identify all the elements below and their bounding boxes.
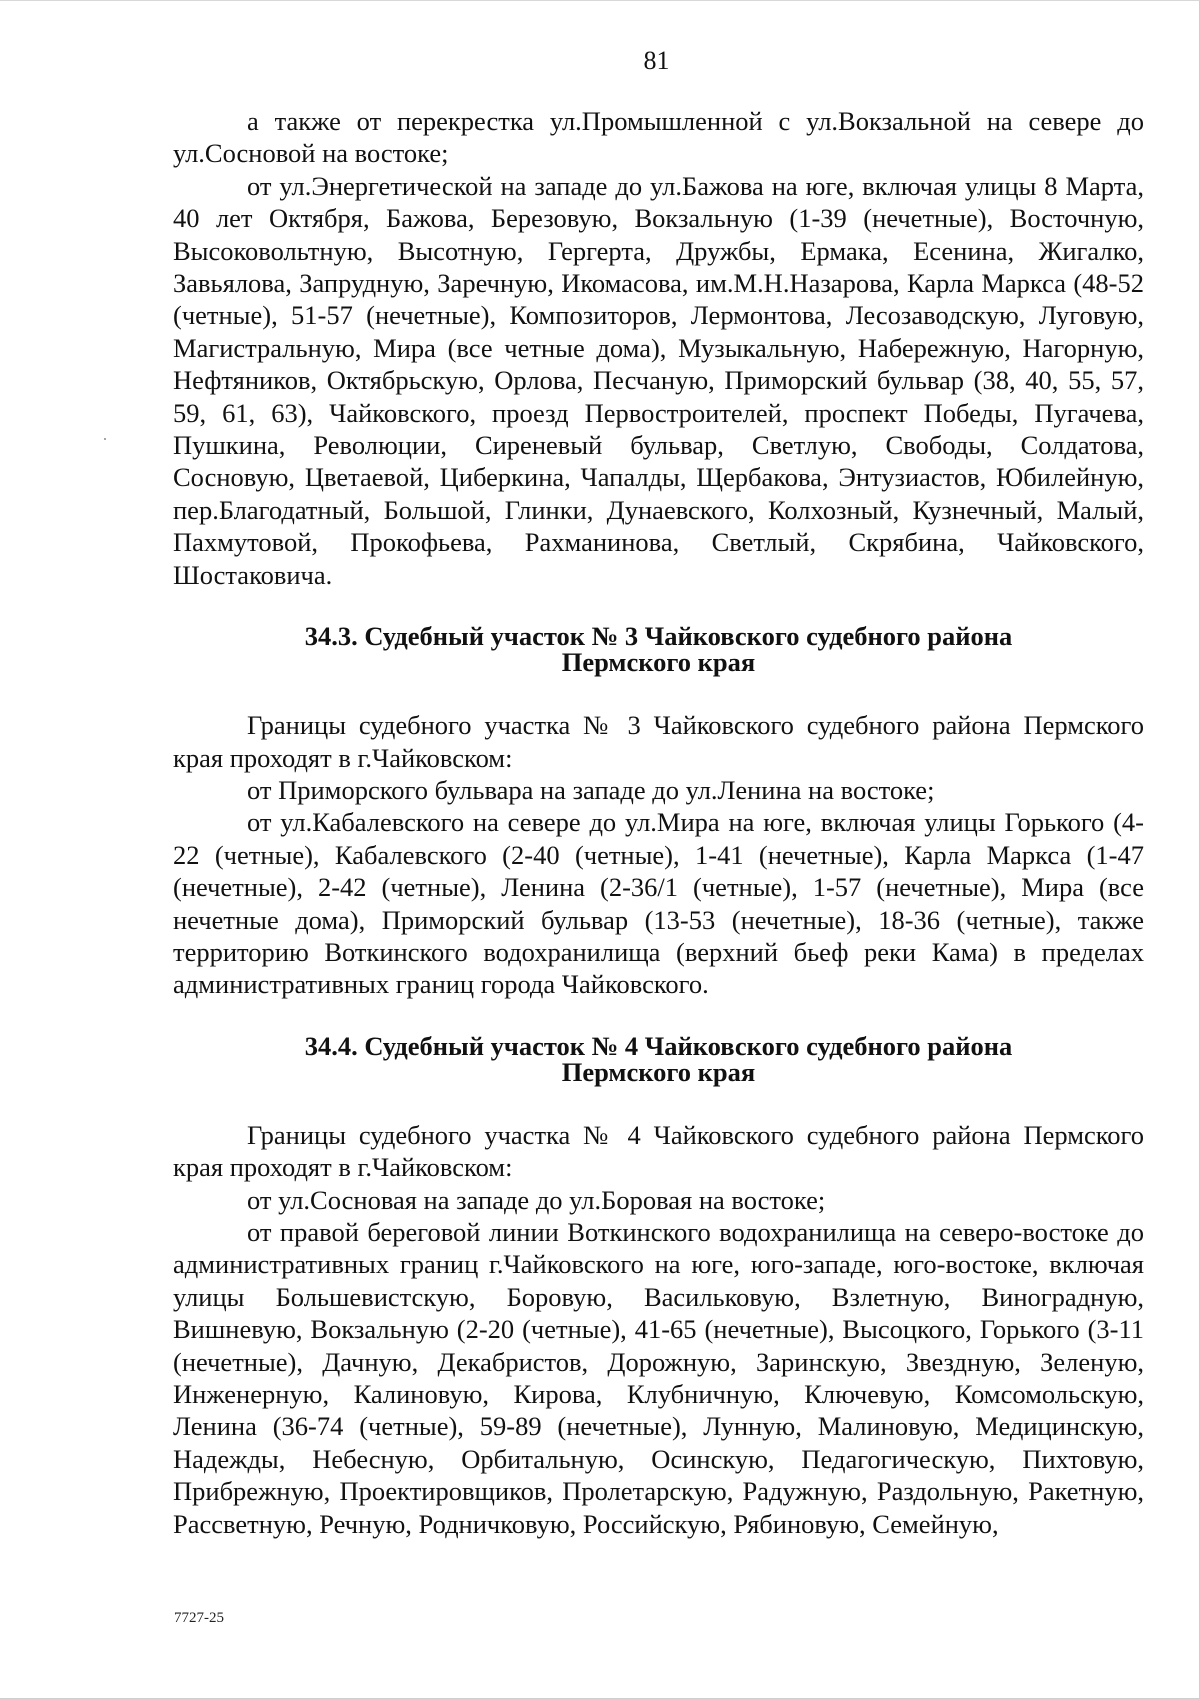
section-4-subtitle: Пермского края (561, 1056, 756, 1087)
document-code: 7727-25 (174, 1610, 224, 1626)
document-body (173, 105, 1144, 1540)
section-3-heading (173, 621, 1144, 678)
scan-speck (104, 438, 106, 440)
section-4-heading (173, 1030, 1144, 1087)
section-3-paragraph-2: от Приморского бульвара на западе до ул.Ленина на востоке; (247, 774, 935, 805)
section-4-paragraph-1: Границы судебного участка № 4 Чайковского судебного района Пермского края проходят в г.Чайковском: (173, 1119, 1144, 1183)
page-number: 81 (643, 46, 670, 75)
paragraph-intro-1: а также от перекрестка ул.Промышленной с ул.Вокзальной на севере до ул.Сосновой на востоке; (173, 106, 1144, 169)
section-4-paragraph-2: от ул.Сосновая на западе до ул.Боровая на востоке; (247, 1184, 826, 1215)
section-3-subtitle: Пермского края (561, 647, 756, 678)
section-4-paragraph-3: от правой береговой линии Воткинского водохранилища на северо-востоке до административных границ г.Чайковского на юге, юго-западе, юго-востоке, включая улицы Большевистскую, Боровую, Васильковую, Взлетную, Виноградную, Вишневую, Вокзальную (2-20 (четные), 41-65 (нечетные), Высоцкого, Горького (3-11 (нечетные), Дачную, Декабристов, Дорожную, Заринскую, Звездную, Зеленую, Инженерную, Калиновую, Кирова, Клубничную, Ключевую, Комсомольскую, Ленина (36-74 (четные), 59-89 (нечетные), Лунную, Малиновую, Медицинскую, Надежды, Небесную, Орбитальную, Осинскую, Педагогическую, Пихтовую, Прибрежную, Проектировщиков, Пролетарскую, Радужную, Раздольную, Ракетную, Рассветную, Речную, Родничковую, Российскую, Рябиновую, Семейную, (173, 1216, 1144, 1539)
section-3-paragraph-3: от ул.Кабалевского на севере до ул.Мира на юге, включая улицы Горького (4-22 (четные), Кабалевского (2-40 (четные), 1-41 (нечетные), Карла Маркса (1-47 (нечетные), 2-42 (четные), Ленина (2-36/1 (четные), 1-57 (нечетные), Мира (все нечетные дома), Приморский бульвар (13-53 (нечетные), 18-36 (четные), также территорию Воткинского водохранилища (верхний бьеф реки Кама) в пределах административных границ города Чайковского. (173, 807, 1144, 1000)
paragraph-intro-2: от ул.Энергетической на западе до ул.Бажова на юге, включая улицы 8 Марта, 40 лет Октября, Бажова, Березовую, Вокзальную (1-39 (нечетные), Восточную, Высоковольтную, Высотную, Гергерта, Дружбы, Ермака, Есенина, Жигалко, Завьялова, Запрудную, Заречную, Икомасова, им.М.Н.Назарова, Карла Маркса (48-52 (четные), 51-57 (нечетные), Композиторов, Лермонтова, Лесозаводскую, Луговую, Магистральную, Мира (все четные дома), Музыкальную, Набережную, Нагорную, Нефтяников, Октябрьскую, Орлова, Песчаную, Приморский бульвар (38, 40, 55, 57, 59, 61, 63), Чайковского, проезд Первостроителей, проспект Победы, Пугачева, Пушкина, Революции, Сиреневый бульвар, Светлую, Свободы, Солдатова, Сосновую, Цветаевой, Циберкина, Чапалды, Щербакова, Энтузиастов, Юбилейную, пер.Благодатный, Большой, Глинки, Дунаевского, Колхозный, Кузнечный, Малый, Пахмутовой, Прокофьева, Рахманинова, Светлый, Скрябина, Чайковского, Шостаковича. (173, 170, 1144, 590)
section-3-title: 34.3. Судебный участок № 3 Чайковского судебного района (304, 621, 1013, 652)
section-3-paragraph-1: Границы судебного участка № 3 Чайковского судебного района Пермского края проходят в г.Чайковском: (173, 710, 1144, 773)
section-4-title: 34.4. Судебный участок № 4 Чайковского судебного района (304, 1030, 1013, 1061)
